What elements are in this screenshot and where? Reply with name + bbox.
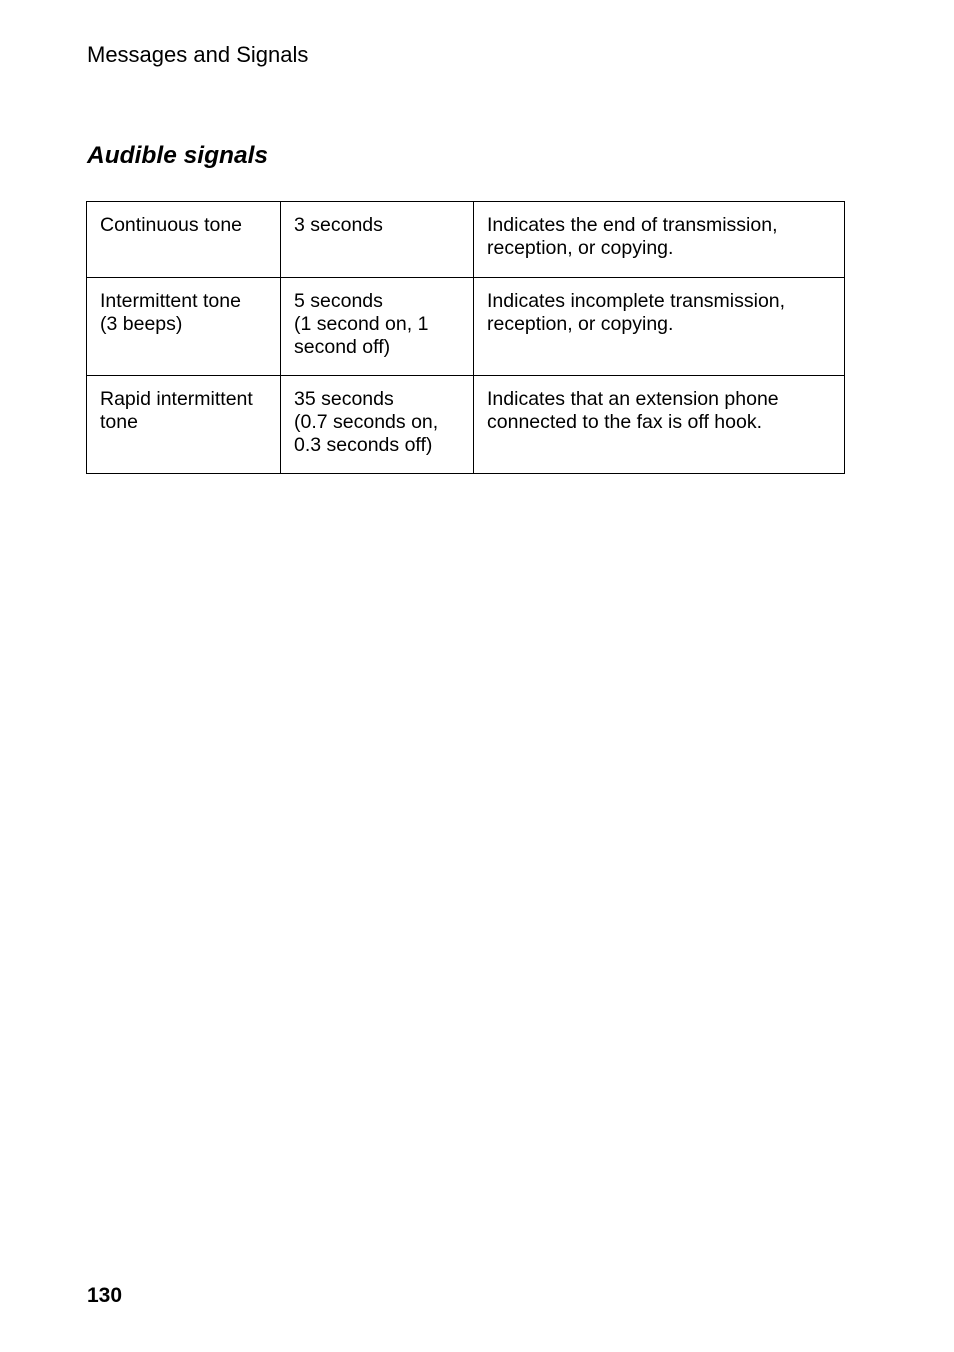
duration-cell: 3 seconds (281, 202, 474, 278)
section-title: Audible signals (87, 142, 269, 169)
meaning-cell: Indicates incomplete transmission, reception, or copying. (474, 278, 845, 376)
duration-cell: 35 seconds (0.7 seconds on, 0.3 seconds off) (281, 376, 474, 474)
duration-cell: 5 seconds (1 second on, 1 second off) (281, 278, 474, 376)
table-row (87, 376, 845, 474)
table-row (87, 278, 845, 376)
meaning-cell: Indicates that an extension phone connected to the fax is off hook. (474, 376, 845, 474)
meaning-cell: Indicates the end of transmission, reception, or copying. (474, 202, 845, 278)
page-number: 130 (87, 1284, 123, 1307)
signal-cell: Intermittent tone (3 beeps) (87, 278, 281, 376)
signal-cell: Continuous tone (87, 202, 281, 278)
table-row (87, 202, 845, 278)
running-header: Messages and Signals (87, 42, 309, 67)
audible-signals-table (86, 201, 845, 474)
signal-cell: Rapid intermittent tone (87, 376, 281, 474)
